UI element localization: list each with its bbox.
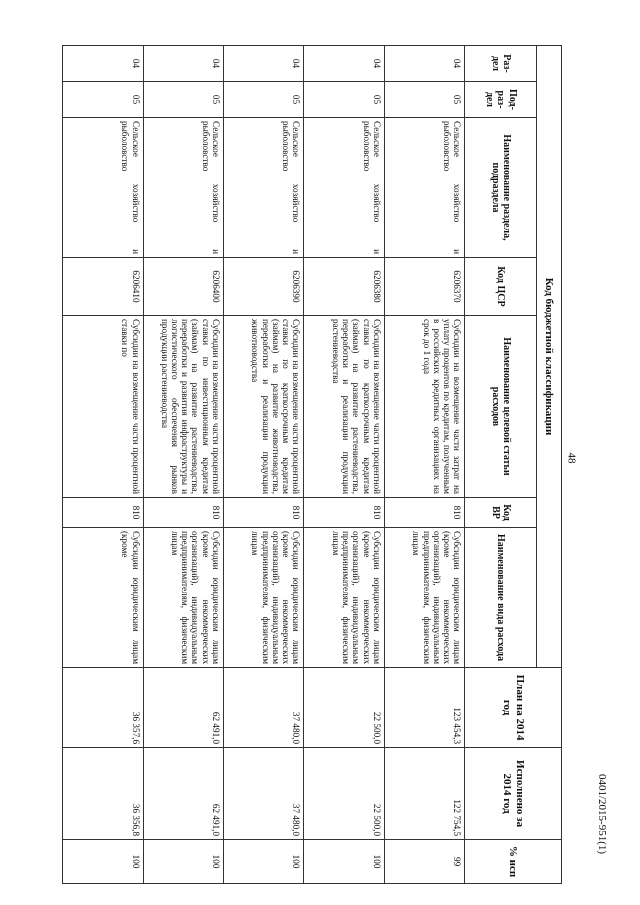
cell-csr: 6206370 — [384, 258, 464, 316]
cell-vr: 810 — [224, 498, 304, 528]
cell-razdel: 04 — [63, 46, 144, 82]
cell-pct: 100 — [304, 840, 384, 884]
cell-vr: 810 — [63, 498, 144, 528]
cell-done: 122 754,5 — [384, 748, 464, 840]
header-name-csr: Наименование целевой статьи расходов — [465, 316, 537, 498]
cell-razdel: 04 — [224, 46, 304, 82]
cell-plan: 37 480,0 — [224, 668, 304, 748]
cell-pct: 100 — [224, 840, 304, 884]
budget-classification-header: Код бюджетной классификации — [537, 46, 562, 668]
header-podrazdel: Под-раз-дел — [465, 82, 537, 118]
cell-razdel: 04 — [304, 46, 384, 82]
cell-csr: 6206400 — [143, 258, 223, 316]
cell-vr: 810 — [143, 498, 223, 528]
cell-csr: 6206380 — [304, 258, 384, 316]
table-row — [63, 46, 144, 884]
cell-pct: 100 — [63, 840, 144, 884]
group-header-row — [537, 46, 562, 884]
cell-name-razdel: Сельское хозяйство и рыболовство — [143, 118, 223, 258]
cell-pct: 100 — [143, 840, 223, 884]
header-csr: Код ЦСР — [465, 258, 537, 316]
table-row — [304, 46, 384, 884]
cell-pct: 99 — [384, 840, 464, 884]
cell-vr: 810 — [304, 498, 384, 528]
cell-name-csr: Субсидии на возмещение части затрат на уплату процентов по кредитам, полученным в российских кредитных организациях на срок до 1 года — [384, 316, 464, 498]
cell-vr: 810 — [384, 498, 464, 528]
cell-plan: 36 357,6 — [63, 668, 144, 748]
cell-podrazdel: 05 — [224, 82, 304, 118]
header-plan: План на 2014 год — [465, 668, 562, 748]
page-number: 48 — [565, 452, 578, 464]
cell-done: 22 500,0 — [304, 748, 384, 840]
cell-name-razdel: Сельское хозяйство и рыболовство — [304, 118, 384, 258]
cell-plan: 123 454,3 — [384, 668, 464, 748]
table-row — [224, 46, 304, 884]
header-done: Исполнено за 2014 год — [465, 748, 562, 840]
cell-name-csr: Субсидии на возмещение части процентной ставки по — [63, 316, 144, 498]
cell-name-csr: Субсидии на возмещение части процентной ставки по краткосрочным кредитам (займам) на развитие животноводства, переработки и реализации продукции животноводства — [224, 316, 304, 498]
header-vr: Код ВР — [465, 498, 537, 528]
cell-podrazdel: 05 — [384, 82, 464, 118]
budget-table — [62, 45, 562, 884]
cell-name-razdel: Сельское хозяйство и рыболовство — [384, 118, 464, 258]
header-name-razdel: Наименование раздела, подраздела — [465, 118, 537, 258]
cell-name-csr: Субсидии на возмещение части процентной ставки по краткосрочным кредитам (займам) на развитие растениеводства, переработки и реализации продукции растениеводства — [304, 316, 384, 498]
table-row — [143, 46, 223, 884]
cell-name-vr: Субсидии юридическим лицам (кроме некоммерческих организаций), индивидуальным предпринимателям, физическим лицам — [224, 528, 304, 668]
cell-done: 37 480,0 — [224, 748, 304, 840]
cell-name-vr: Субсидии юридическим лицам (кроме некоммерческих организаций), индивидуальным предпринимателям, физическим лицам — [143, 528, 223, 668]
cell-done: 36 356,8 — [63, 748, 144, 840]
document-code: 0401/2015-951(1) — [596, 773, 608, 855]
cell-csr: 6206410 — [63, 258, 144, 316]
cell-name-csr: Субсидии на возмещение части процентной ставки по инвестиционным кредитам (займам) на развитие растениеводства, переработки и развития инфраструктуры и логистического обеспечения рынков продукции растениеводства — [143, 316, 223, 498]
table-row — [384, 46, 464, 884]
cell-plan: 22 500,0 — [304, 668, 384, 748]
budget-table-rotated — [62, 45, 562, 883]
cell-name-vr: Субсидии юридическим лицам (кроме некоммерческих организаций), индивидуальным предпринимателям, физическим лицам — [304, 528, 384, 668]
header-pct: % исп — [465, 840, 562, 884]
cell-podrazdel: 05 — [304, 82, 384, 118]
cell-done: 62 491,0 — [143, 748, 223, 840]
cell-razdel: 04 — [384, 46, 464, 82]
cell-name-vr: Субсидии юридическим лицам (кроме — [63, 528, 144, 668]
cell-razdel: 04 — [143, 46, 223, 82]
cell-csr: 6206390 — [224, 258, 304, 316]
cell-name-vr: Субсидии юридическим лицам (кроме некоммерческих организаций), индивидуальным предпринимателям, физическим лицам — [384, 528, 464, 668]
cell-podrazdel: 05 — [63, 82, 144, 118]
cell-plan: 62 491,0 — [143, 668, 223, 748]
header-razdel: Раз-дел — [465, 46, 537, 82]
header-name-vr: Наименование вида расхода — [465, 528, 537, 668]
cell-name-razdel: Сельское хозяйство и рыболовство — [224, 118, 304, 258]
cell-name-razdel: Сельское хозяйство и рыболовство — [63, 118, 144, 258]
cell-podrazdel: 05 — [143, 82, 223, 118]
